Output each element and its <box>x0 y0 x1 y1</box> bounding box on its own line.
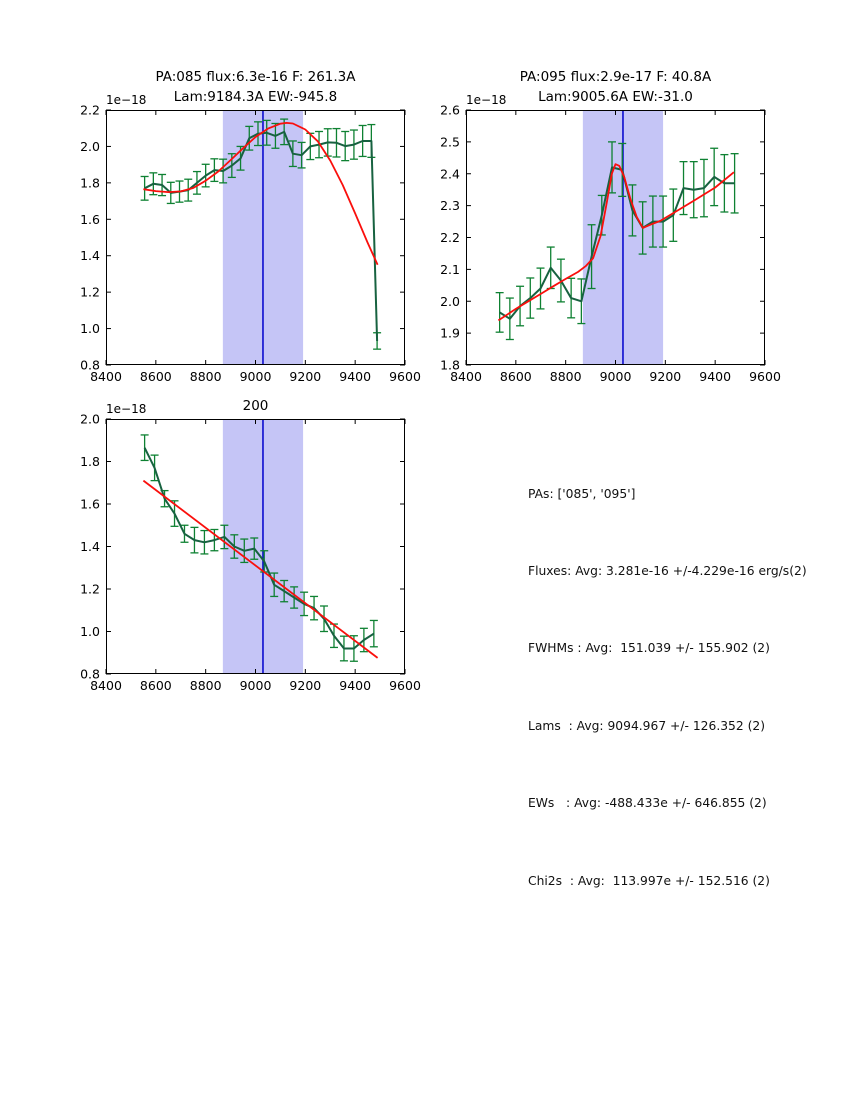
plot-title: Lam:9184.3A EW:-945.8 <box>173 89 338 105</box>
y-tick-label: 2.0 <box>440 293 460 309</box>
x-tick-label: 9600 <box>389 369 421 384</box>
x-tick-label: 8400 <box>90 678 122 693</box>
x-tick-label: 8600 <box>139 369 172 384</box>
stats-panel <box>528 430 807 946</box>
x-tick-label: 9200 <box>289 678 322 693</box>
x-tick-label: 8600 <box>499 369 532 384</box>
spectrum-plot-pa085-svg <box>60 55 430 400</box>
x-tick-label: 9200 <box>649 369 682 384</box>
x-tick-label: 9400 <box>339 369 372 384</box>
y-tick-label: 2.2 <box>440 230 460 245</box>
plot-title: Lam:9005.6A EW:-31.0 <box>538 89 693 105</box>
x-tick-label: 8400 <box>450 369 482 384</box>
y-tick-label: 2.1 <box>440 261 460 277</box>
x-tick-label: 8400 <box>90 369 122 384</box>
x-tick-label: 9600 <box>389 678 421 693</box>
stats-ews: EWs : Avg: -488.433e +/- 646.855 (2) <box>528 796 767 811</box>
plot-title: PA:095 flux:2.9e-17 F: 40.8A <box>519 69 712 85</box>
y-tick-label: 1.0 <box>80 321 100 337</box>
y-tick-label: 1.8 <box>80 454 100 469</box>
x-tick-label: 8800 <box>189 678 222 693</box>
y-tick-label: 2.4 <box>440 166 460 182</box>
x-tick-label: 8800 <box>549 369 582 384</box>
stats-lams: Lams : Avg: 9094.967 +/- 126.352 (2) <box>528 718 766 733</box>
y-tick-label: 2.3 <box>440 198 460 214</box>
stats-fluxes: Fluxes: Avg: 3.281e-16 +/-4.229e-16 erg/s(2) <box>528 563 807 578</box>
x-tick-label: 9000 <box>239 678 272 693</box>
y-tick-label: 1.2 <box>80 284 100 300</box>
y-tick-label: 1.0 <box>80 624 100 639</box>
x-tick-label: 8800 <box>189 369 222 384</box>
y-axis-offset-label: 1e−18 <box>106 402 147 416</box>
spectrum-plot-pa095-svg <box>420 55 790 400</box>
y-tick-label: 1.6 <box>80 496 100 512</box>
plot-title: 200 <box>242 398 269 414</box>
y-tick-label: 1.4 <box>80 539 100 554</box>
x-tick-label: 9400 <box>699 369 732 384</box>
y-tick-label: 2.5 <box>440 134 460 150</box>
stats-pas: PAs: ['085', '095'] <box>528 486 636 501</box>
y-tick-label: 2.2 <box>80 102 100 118</box>
spectrum-plot-avg <box>60 364 430 709</box>
x-tick-label: 9000 <box>599 369 632 384</box>
x-tick-label: 9600 <box>749 369 781 384</box>
y-tick-label: 1.9 <box>440 325 460 341</box>
y-tick-label: 2.0 <box>80 138 100 154</box>
y-tick-label: 2.0 <box>80 411 100 427</box>
spectrum-plot-avg-svg <box>60 364 430 709</box>
spectrum-plot-pa085 <box>60 55 430 400</box>
x-tick-label: 9200 <box>289 369 322 384</box>
x-tick-label: 9400 <box>339 678 372 693</box>
y-tick-label: 2.6 <box>440 102 460 118</box>
x-tick-label: 9000 <box>239 369 272 384</box>
x-tick-label: 8600 <box>139 678 172 693</box>
y-tick-label: 0.8 <box>80 357 100 373</box>
y-tick-label: 0.8 <box>80 666 100 682</box>
y-tick-label: 1.4 <box>80 248 100 264</box>
y-tick-label: 1.8 <box>80 175 100 191</box>
spectrum-plot-pa095 <box>420 55 790 400</box>
plot-title: PA:085 flux:6.3e-16 F: 261.3A <box>155 69 356 85</box>
y-axis-offset-label: 1e−18 <box>106 93 147 107</box>
y-tick-label: 1.8 <box>440 357 460 373</box>
stats-chi2s: Chi2s : Avg: 113.997e +/- 152.516 (2) <box>528 873 770 888</box>
y-tick-label: 1.2 <box>80 581 100 597</box>
y-axis-offset-label: 1e−18 <box>466 93 507 107</box>
y-tick-label: 1.6 <box>80 211 100 227</box>
stats-fwhms: FWHMs : Avg: 151.039 +/- 155.902 (2) <box>528 641 770 656</box>
